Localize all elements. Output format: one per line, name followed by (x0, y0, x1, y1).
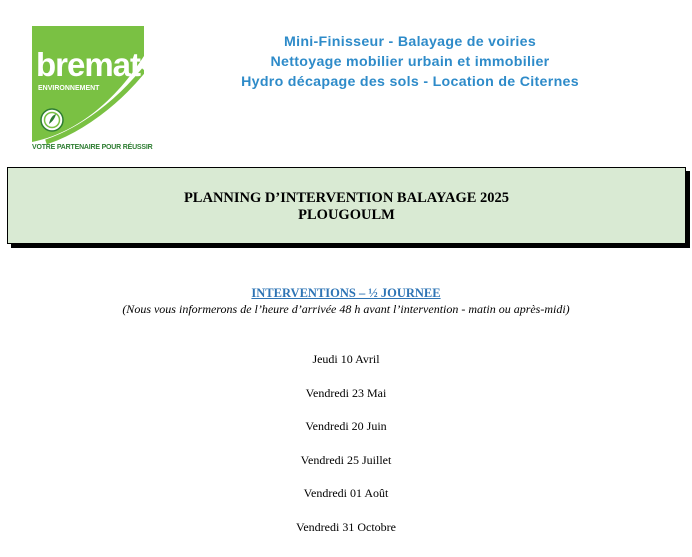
date-item: Jeudi 10 Avril (312, 352, 380, 366)
date-item: Vendredi 25 Juillet (300, 452, 392, 467)
service-line: Mini-Finisseur - Balayage de voiries (283, 34, 537, 50)
date-item: Vendredi 31 Octobre (296, 519, 396, 534)
section-heading: INTERVENTIONS – ½ JOURNEE (251, 286, 441, 300)
service-line: Nettoyage mobilier urbain et immobilier (270, 54, 550, 70)
section-note: (Nous vous informerons de l’heure d’arrivée 48 h avant l’intervention - matin ou après-midi) (122, 302, 570, 316)
logo-tagline: VOTRE PARTENAIRE POUR RÉUSSIR (32, 144, 153, 151)
document-title: PLANNING D’INTERVENTION BALAYAGE 2025 (183, 190, 510, 206)
logo-graphic (32, 26, 144, 144)
town-name: PLOUGOULM (298, 207, 395, 223)
date-item: Vendredi 01 Août (303, 486, 389, 501)
logo-brand: bremat (35, 46, 141, 83)
intervention-dates (0, 351, 692, 553)
leaf-emblem-icon (41, 109, 63, 131)
title-box (7, 167, 686, 244)
company-logo (32, 26, 153, 151)
logo-subtitle: ENVIRONNEMENT (38, 85, 100, 92)
company-services (190, 32, 630, 92)
date-item: Vendredi 20 Juin (305, 419, 387, 434)
service-line: Hydro décapage des sols - Location de Citernes (241, 74, 579, 90)
date-item: Vendredi 23 Mai (305, 385, 387, 400)
